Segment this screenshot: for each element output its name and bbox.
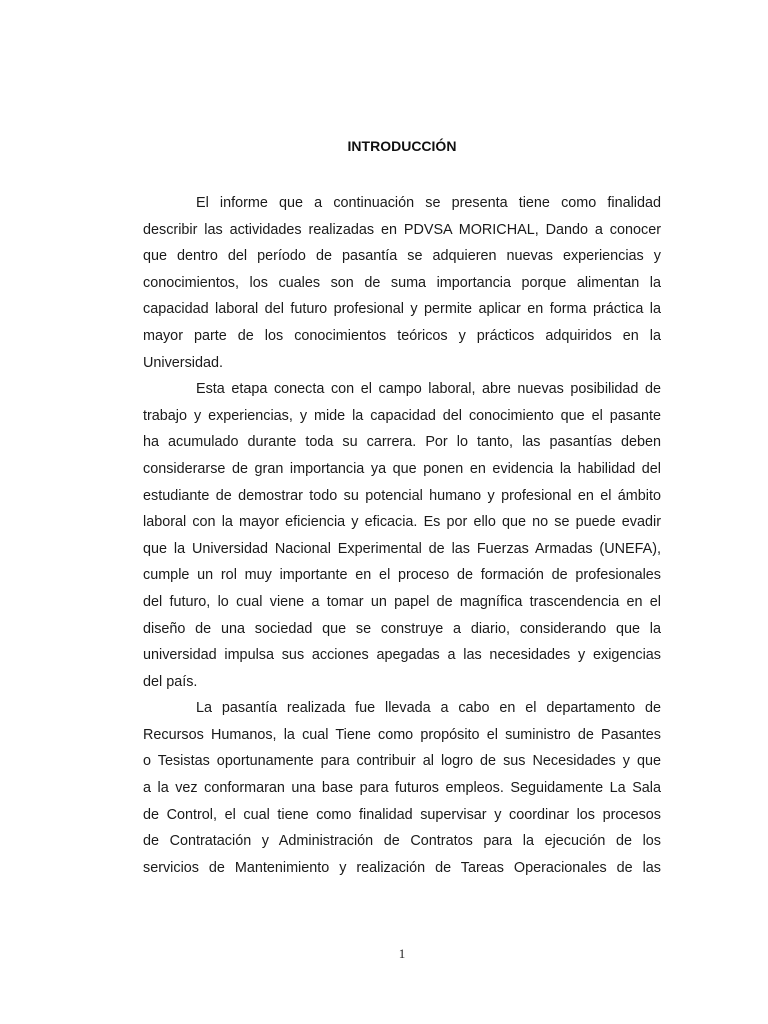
text-line: a la vez conformaran una base para futuros empleos. Seguidamente La Sala [143,780,661,797]
text-line: Esta etapa conecta con el campo laboral, abre nuevas posibilidad de [196,381,661,398]
text-line: Universidad. [143,354,223,371]
text-line: de Control, el cual tiene como finalidad supervisar y coordinar los procesos [143,806,661,823]
body-text [143,190,661,881]
text-line: describir las actividades realizadas en PDVSA MORICHAL, Dando a conocer [143,221,661,238]
text-line: universidad impulsa sus acciones apegadas a las necesidades y exigencias [143,647,661,664]
text-line: del futuro, lo cual viene a tomar un papel de magnífica trascendencia en el [143,593,661,610]
text-line: conocimientos, los cuales son de suma importancia porque alimentan la [143,274,661,291]
text-line: del país. [143,673,198,690]
text-line: laboral con la mayor eficiencia y eficacia. Es por ello que no se puede evadir [143,514,661,531]
text-line: que dentro del período de pasantía se adquieren nuevas experiencias y [143,248,661,265]
text-line: de Contratación y Administración de Contratos para la ejecución de los [143,833,661,850]
text-line: servicios de Mantenimiento y realización de Tareas Operacionales de las [143,859,661,876]
text-line: estudiante de demostrar todo su potencial humano y profesional en el ámbito [143,487,661,504]
text-line: La pasantía realizada fue llevada a cabo en el departamento de [196,700,661,717]
text-line: ha acumulado durante toda su carrera. Por lo tanto, las pasantías deben [143,434,661,451]
page-title: INTRODUCCIÓN [347,138,457,154]
text-line: diseño de una sociedad que se construye a diario, considerando que la [143,620,661,637]
text-line: o Tesistas oportunamente para contribuir al logro de sus Necesidades y que [143,753,661,770]
text-line: El informe que a continuación se presenta tiene como finalidad [196,195,661,211]
text-line: cumple un rol muy importante en el proceso de formación de profesionales [143,567,661,584]
text-line: Recursos Humanos, la cual Tiene como propósito el suministro de Pasantes [143,726,661,743]
text-line: considerarse de gran importancia ya que ponen en evidencia la habilidad del [143,460,661,477]
text-line: capacidad laboral del futuro profesional y permite aplicar en forma práctica la [143,301,661,318]
page-number: 1 [398,946,406,961]
text-line: mayor parte de los conocimientos teóricos y prácticos adquiridos en la [143,327,661,344]
text-line: trabajo y experiencias, y mide la capacidad del conocimiento que el pasante [143,407,661,424]
text-line: que la Universidad Nacional Experimental de las Fuerzas Armadas (UNEFA), [143,540,661,557]
